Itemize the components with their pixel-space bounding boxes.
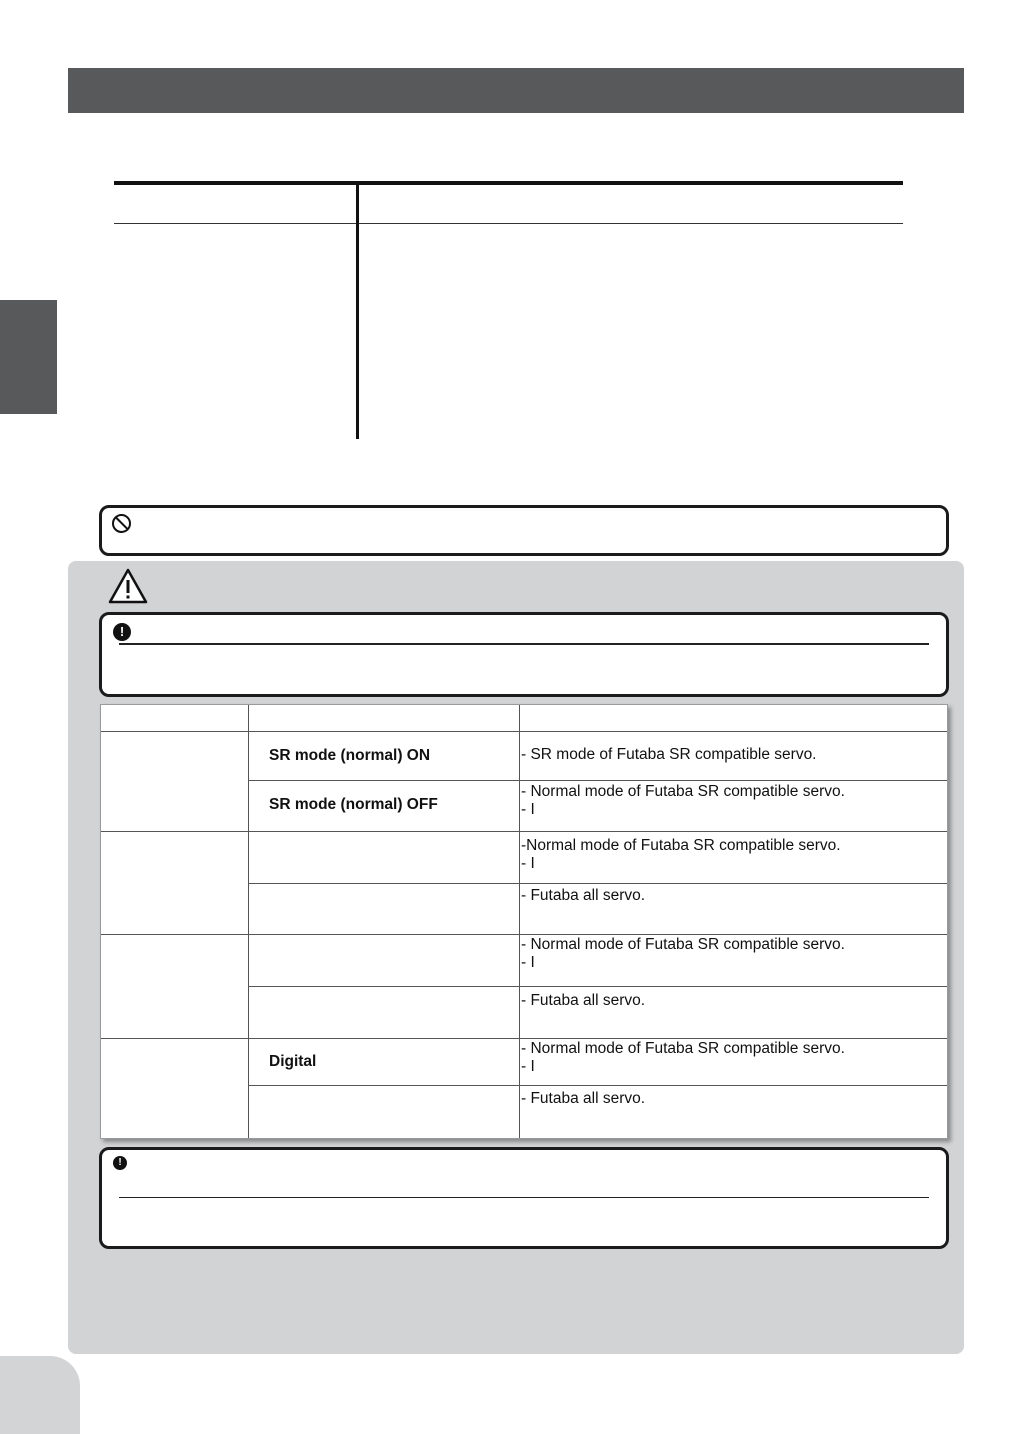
option-digital: Digital [269, 1053, 317, 1070]
table-column-divider [519, 705, 520, 1138]
table-row-rule [248, 986, 947, 987]
page-number-tab [0, 1356, 80, 1434]
note-rule [119, 643, 929, 645]
exclamation-icon: ! [113, 1156, 127, 1170]
spec-top-rule [114, 181, 903, 185]
option-sr-off: SR mode (normal) OFF [269, 796, 438, 813]
warning-triangle-icon [107, 567, 149, 605]
table-cell-desc: - Futaba all servo. [521, 992, 646, 1009]
table-group-rule [101, 831, 947, 832]
table-cell-desc: - SR mode of Futaba SR compatible servo. [521, 746, 817, 763]
spec-header-rule [114, 223, 903, 224]
table-cell-desc: - Normal mode of Futaba SR compatible servo. - I [521, 936, 845, 971]
table-group-rule [101, 1038, 947, 1039]
caution-note-box [99, 612, 949, 697]
table-cell-desc: - Futaba all servo. [521, 1090, 646, 1107]
prohibition-box [99, 505, 949, 556]
table-column-divider [248, 705, 249, 1138]
prohibit-icon [112, 514, 131, 533]
table-cell-desc: -Normal mode of Futaba SR compatible servo. - I [521, 837, 841, 872]
table-row-rule [248, 780, 947, 781]
exclamation-icon: ! [113, 623, 131, 641]
spec-column-divider [356, 181, 359, 439]
table-group-rule [101, 934, 947, 935]
note-rule [119, 1197, 929, 1198]
servo-mode-table [100, 704, 948, 1139]
table-row-rule [248, 883, 947, 884]
specification-table [114, 181, 903, 439]
chapter-side-tab [0, 300, 57, 414]
option-sr-on: SR mode (normal) ON [269, 747, 431, 764]
caution-note-box [99, 1147, 949, 1249]
section-header-bar [68, 68, 964, 113]
table-row-rule [248, 1085, 947, 1086]
table-cell-desc: - Futaba all servo. [521, 887, 646, 904]
table-cell-desc: - Normal mode of Futaba SR compatible servo. - I [521, 1040, 845, 1075]
table-cell-desc: - Normal mode of Futaba SR compatible servo. - I [521, 783, 845, 818]
table-header-rule [101, 731, 947, 732]
